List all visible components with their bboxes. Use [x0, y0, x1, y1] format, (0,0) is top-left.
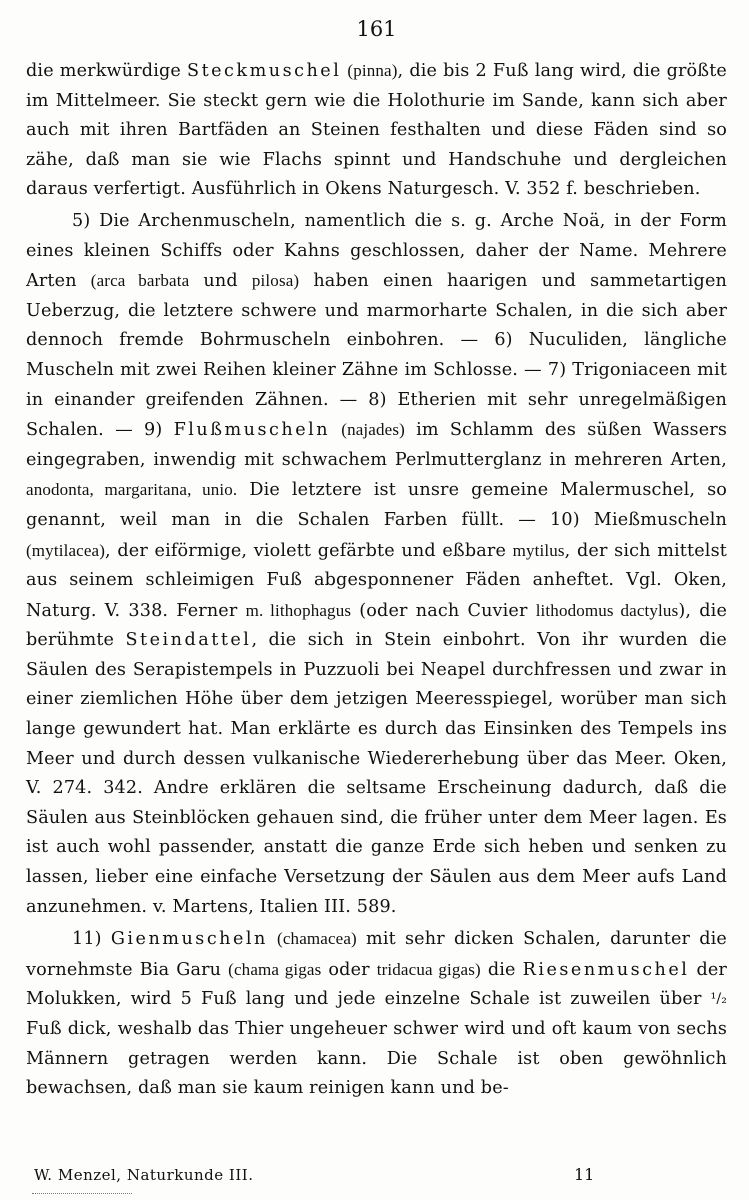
text-run: der Molukken, wird 5 Fuß lang und jede einzelne Schale ist zuweilen über — [26, 959, 727, 1010]
footer-rule — [32, 1193, 132, 1194]
footer-sheet-number: 11 — [574, 1165, 595, 1184]
text-run-spaced: Flußmuscheln — [173, 420, 331, 441]
text-run: 5) Die Archenmuscheln, namentlich die s. g. Arche Noä, in der Form eines kleinen Schiffs oder Kahns geschlossen, daher der Name. Mehrere Arten — [26, 210, 727, 292]
text-run-latin: tridacua gigas) — [376, 959, 481, 979]
text-run: mit sehr dicken Schalen, darunter die vornehmste Bia Garu — [26, 929, 727, 980]
footer-signature: W. Menzel, Naturkunde III. — [34, 1166, 254, 1184]
text-run-spaced: Steindattel — [125, 630, 252, 651]
text-run-latin: (mytilacea) — [26, 540, 106, 560]
text-run-latin: pilosa) — [251, 271, 300, 291]
text-run: , der eiförmige, violett gefärbte und eßbare — [105, 540, 513, 561]
text-run: oder — [321, 959, 377, 980]
page-number: 161 — [356, 17, 397, 41]
text-run-latin: (najades) — [341, 420, 405, 440]
paragraph — [26, 207, 727, 922]
text-run-latin: (chamacea) — [277, 929, 357, 949]
text-run — [330, 420, 341, 440]
text-run: die — [480, 959, 523, 980]
text-run-spaced: Gienmuscheln — [110, 929, 268, 950]
text-run-latin: mytilus — [512, 540, 565, 560]
text-run: haben einen haarigen und sammetartigen Ueberzug, die letztere schwere und marmorharte Schalen, in die sich aber dennoch fremde Bohrmuscheln einbohren. — 6) Nuculiden, längliche Muscheln mit zwei Reihen kleiner Zähne im Schlosse. — 7) Trigoniaceen mit in einander greifenden Zähnen. — 8) Etherien mit sehr unregelmäßigen Schalen. — 9) — [26, 271, 728, 441]
text-run: , der sich mittelst aus seinem schleimigen Fuß abgesponnener Fäden anheftet. Vgl. Oken, Naturg. V. 338. Ferner — [26, 540, 727, 621]
text-run-frac: ¹/₂ — [710, 991, 727, 1008]
text-run-latin: (arca barbata — [90, 271, 190, 291]
text-run-spaced: Steckmuschel — [187, 61, 342, 81]
text-run: , die bis 2 Fuß lang wird, die größte im Mittelmeer. Sie steckt gern wie die Holothurie im Sande, kann sich aber auch mit ihren Bartfäden an Steinen festhalten und diese Fäden sind so zähe, daß man sie wie Flachs spinnt und Handschuhe und dergleichen daraus verfertigt. Ausführlich in Okens Naturgesch. V. 352 f. beschrieben. — [26, 61, 727, 200]
text-run: Fuß dick, weshalb das Thier ungeheuer schwer wird und oft kaum von sechs Männern getragen werden kann. Die Schale ist oben gewöhnlich bewachsen, daß man sie kaum reinigen kann und be- — [26, 1019, 727, 1099]
text-run-latin: (chama gigas — [228, 959, 322, 979]
text-run: 11) — [72, 929, 111, 950]
text-run-latin: lithodomus dactylus — [535, 600, 679, 620]
text-run-latin: anodonta, margaritana, unio. — [26, 480, 238, 500]
text-run: im Schlamm des süßen Wassers eingegraben, inwendig mit schwachem Perlmutterglanz in mehreren Arten, — [26, 420, 727, 470]
page-footer — [26, 1163, 727, 1187]
text-run: ), die berühmte — [26, 600, 728, 651]
text-run: , die sich in Stein einbohrt. Von ihr wurden die Säulen des Serapistempels in Puzzuoli bei Neapel durchfressen und zwar in einer ziemlichen Höhe über dem jetzigen Meeresspiegel, worüber man sich lange gewundert hat. Man erklärte es durch das Einsinken des Tempels ins Meer und durch dessen vulkanische Wiedererhebung über das Meer. Oken, V. 274. 342. Andre erklären die seltsame Erscheinung dadurch, daß die Säulen aus Steinblöcken gehauen sind, die früher unter dem Meer lagen. Es ist auch wohl passender, anstatt die ganze Erde sich heben und senken zu lassen, lieber eine einfache Versetzung der Säulen aus dem Meer aufs Land anzunehmen. v. Martens, Italien III. 589. — [26, 630, 727, 917]
text-run-spaced: Riesenmuschel — [522, 959, 690, 980]
text-run: (oder nach Cuvier — [351, 600, 536, 621]
text-run: Die letztere ist unsre gemeine Malermuschel, so genannt, weil man in die Schalen Farben füllt. — 10) Mießmuscheln — [26, 480, 727, 530]
text-run-latin: (pinna) — [347, 61, 398, 80]
text-run — [268, 929, 277, 949]
text-run: und — [189, 271, 252, 292]
paragraph — [26, 924, 727, 1104]
paragraph — [26, 56, 727, 205]
text-run-latin: m. lithophagus — [245, 600, 352, 620]
body-text — [26, 56, 727, 1104]
text-run: die merkwürdige — [26, 61, 188, 81]
